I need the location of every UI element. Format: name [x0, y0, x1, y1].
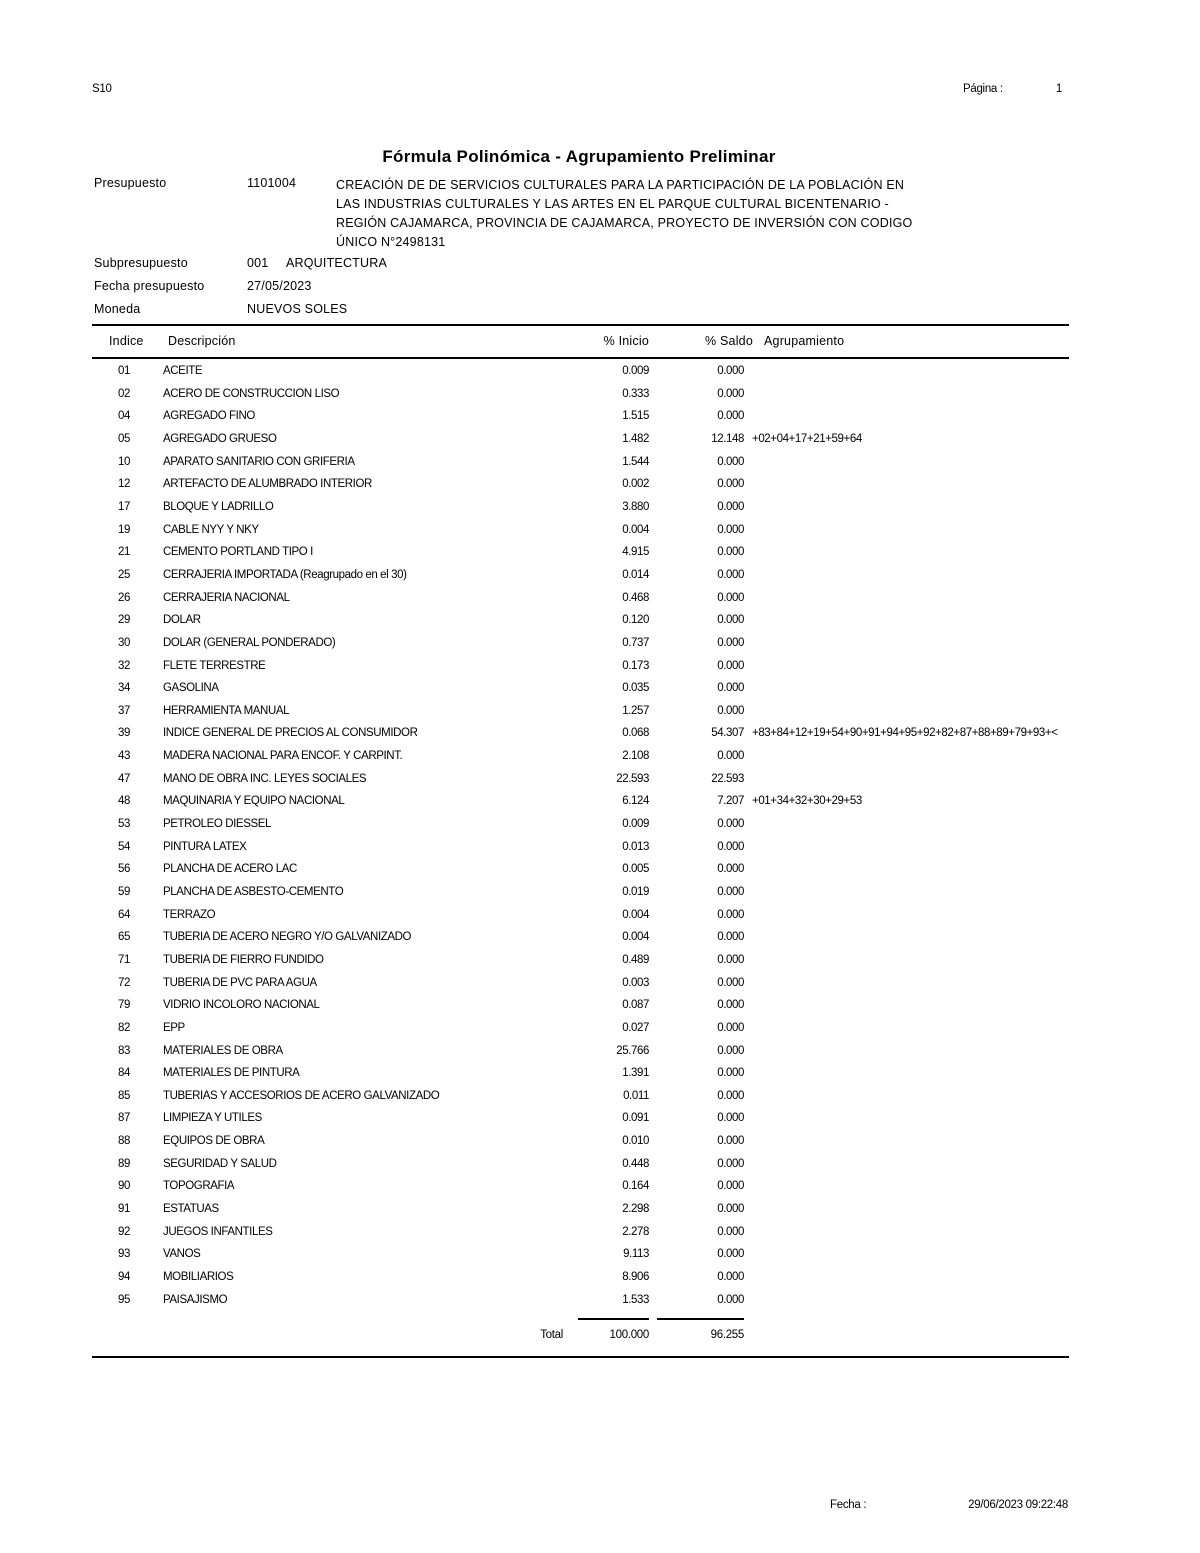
- row-descripcion: ARTEFACTO DE ALUMBRADO INTERIOR: [163, 478, 372, 491]
- row-indice: 12: [118, 478, 130, 491]
- row-descripcion: CEMENTO PORTLAND TIPO I: [163, 546, 313, 559]
- system-label: S10: [92, 83, 112, 95]
- total-inicio: 100.000: [609, 1329, 649, 1341]
- table-row: [0, 388, 1200, 411]
- row-indice: 95: [118, 1293, 130, 1306]
- table-row: [0, 365, 1200, 388]
- table-row: [0, 456, 1200, 479]
- col-header-inicio: % Inicio: [603, 334, 649, 348]
- row-descripcion: MADERA NACIONAL PARA ENCOF. Y CARPINT.: [163, 750, 403, 762]
- table-row: [0, 546, 1200, 569]
- col-header-agrupamiento: Agrupamiento: [764, 334, 845, 348]
- row-indice: 64: [118, 908, 130, 921]
- row-inicio: 0.004: [622, 523, 649, 536]
- table-row: [0, 1067, 1200, 1090]
- presupuesto-label: Presupuesto: [94, 176, 167, 190]
- row-indice: 92: [118, 1225, 130, 1238]
- row-indice: 90: [118, 1180, 130, 1193]
- row-saldo: 0.000: [717, 1157, 744, 1170]
- row-inicio: 0.003: [622, 976, 649, 989]
- row-descripcion: VIDRIO INCOLORO NACIONAL: [163, 999, 320, 1012]
- row-inicio: 0.333: [622, 387, 649, 400]
- row-saldo: 0.000: [717, 1180, 744, 1193]
- row-inicio: 0.013: [622, 840, 649, 853]
- row-saldo: 0.000: [717, 1225, 744, 1238]
- row-saldo: 0.000: [717, 863, 744, 876]
- presupuesto-desc-line: REGIÓN CAJAMARCA, PROVINCIA DE CAJAMARCA, PROYECTO DE INVERSIÓN CON CODIGO: [336, 216, 913, 230]
- table-row: [0, 841, 1200, 864]
- row-saldo: 0.000: [717, 523, 744, 536]
- row-agrupamiento: +83+84+12+19+54+90+91+94+95+92+82+87+88+89+79+93+<: [752, 727, 1058, 740]
- row-saldo: 0.000: [717, 591, 744, 604]
- table-row: [0, 592, 1200, 615]
- row-descripcion: VANOS: [163, 1248, 201, 1261]
- presupuesto-code: 1101004: [247, 176, 297, 190]
- table-row: [0, 637, 1200, 660]
- row-descripcion: SEGURIDAD Y SALUD: [163, 1157, 277, 1170]
- row-inicio: 0.004: [622, 931, 649, 944]
- fecha-presupuesto-label: Fecha presupuesto: [94, 279, 205, 293]
- row-indice: 84: [118, 1067, 130, 1080]
- row-inicio: 3.880: [622, 500, 649, 513]
- presupuesto-desc-line: ÚNICO N°2498131: [336, 235, 446, 249]
- row-indice: 59: [118, 885, 130, 898]
- row-inicio: 0.011: [623, 1089, 649, 1102]
- row-saldo: 0.000: [717, 500, 744, 513]
- subpresupuesto-label: Subpresupuesto: [94, 256, 188, 270]
- table-row: [0, 1294, 1200, 1317]
- table-header-rule: [92, 357, 1069, 359]
- presupuesto-desc-line: LAS INDUSTRIAS CULTURALES Y LAS ARTES EN EL PARQUE CULTURAL BICENTENARIO -: [336, 197, 889, 211]
- row-inicio: 1.515: [622, 410, 649, 423]
- footer-fecha-value: 29/06/2023 09:22:48: [968, 1499, 1068, 1511]
- table-row: [0, 727, 1200, 750]
- row-inicio: 9.113: [623, 1248, 649, 1261]
- row-descripcion: MOBILIARIOS: [163, 1271, 234, 1283]
- table-row: [0, 705, 1200, 728]
- row-inicio: 0.068: [622, 727, 649, 740]
- row-inicio: 0.448: [622, 1157, 649, 1170]
- row-saldo: 0.000: [717, 1044, 744, 1057]
- row-agrupamiento: +01+34+32+30+29+53: [752, 795, 862, 808]
- table-row: [0, 660, 1200, 683]
- row-saldo: 0.000: [717, 682, 744, 695]
- row-indice: 32: [118, 659, 130, 672]
- table-row: [0, 1022, 1200, 1045]
- row-descripcion: DOLAR: [163, 614, 201, 627]
- row-inicio: 1.544: [622, 455, 649, 468]
- row-descripcion: PAISAJISMO: [163, 1293, 228, 1306]
- row-descripcion: PLANCHA DE ASBESTO-CEMENTO: [163, 885, 344, 898]
- table-row: [0, 1226, 1200, 1249]
- col-header-indice: Indice: [109, 334, 144, 348]
- row-indice: 05: [118, 432, 130, 445]
- row-indice: 47: [118, 772, 130, 785]
- row-descripcion: TUBERIAS Y ACCESORIOS DE ACERO GALVANIZADO: [163, 1089, 440, 1102]
- row-saldo: 0.000: [717, 908, 744, 921]
- row-inicio: 0.004: [622, 908, 649, 921]
- page-label: Página :: [963, 83, 1003, 95]
- total-label: Total: [540, 1329, 563, 1341]
- row-inicio: 0.035: [622, 682, 649, 695]
- table-row: [0, 1180, 1200, 1203]
- row-indice: 72: [118, 976, 130, 989]
- table-row: [0, 1112, 1200, 1135]
- row-saldo: 0.000: [717, 999, 744, 1012]
- total-inicio-rule: [578, 1318, 649, 1320]
- row-saldo: 0.000: [717, 410, 744, 423]
- row-inicio: 2.298: [622, 1203, 649, 1215]
- row-inicio: 0.010: [622, 1135, 649, 1148]
- row-inicio: 0.737: [622, 636, 649, 649]
- row-indice: 02: [118, 387, 130, 400]
- row-descripcion: PETROLEO DIESSEL: [163, 818, 271, 830]
- moneda-label: Moneda: [94, 302, 141, 316]
- row-descripcion: MATERIALES DE PINTURA: [163, 1067, 300, 1080]
- row-inicio: 0.164: [622, 1180, 649, 1193]
- row-inicio: 0.087: [622, 999, 649, 1012]
- row-inicio: 22.593: [616, 772, 649, 785]
- row-inicio: 6.124: [622, 795, 649, 808]
- row-agrupamiento: +02+04+17+21+59+64: [752, 432, 862, 445]
- row-saldo: 0.000: [717, 750, 744, 762]
- row-indice: 85: [118, 1089, 130, 1102]
- table-row: [0, 954, 1200, 977]
- row-saldo: 0.000: [717, 455, 744, 468]
- subpresupuesto-name: ARQUITECTURA: [286, 256, 388, 270]
- row-inicio: 1.482: [622, 432, 649, 445]
- table-row: [0, 1158, 1200, 1181]
- row-indice: 54: [118, 840, 130, 853]
- row-descripcion: GASOLINA: [163, 682, 219, 695]
- row-saldo: 0.000: [717, 818, 744, 830]
- row-saldo: 0.000: [717, 953, 744, 966]
- row-descripcion: TOPOGRAFIA: [163, 1180, 235, 1193]
- presupuesto-description: [336, 176, 976, 252]
- row-indice: 26: [118, 591, 130, 604]
- row-descripcion: AGREGADO FINO: [163, 410, 255, 423]
- row-indice: 10: [118, 455, 130, 468]
- row-saldo: 54.307: [711, 727, 744, 740]
- row-saldo: 0.000: [717, 1135, 744, 1148]
- total-saldo-rule: [657, 1318, 744, 1320]
- row-inicio: 2.278: [622, 1225, 649, 1238]
- row-indice: 39: [118, 727, 130, 740]
- row-descripcion: BLOQUE Y LADRILLO: [163, 500, 274, 513]
- row-indice: 94: [118, 1271, 130, 1283]
- row-saldo: 0.000: [717, 976, 744, 989]
- row-descripcion: ESTATUAS: [163, 1203, 219, 1215]
- table-top-rule: [92, 324, 1069, 326]
- row-inicio: 0.009: [622, 365, 649, 377]
- row-indice: 87: [118, 1112, 130, 1125]
- row-indice: 82: [118, 1021, 130, 1034]
- row-indice: 19: [118, 523, 130, 536]
- row-saldo: 0.000: [717, 546, 744, 559]
- row-saldo: 12.148: [711, 432, 744, 445]
- row-indice: 83: [118, 1044, 130, 1057]
- row-inicio: 1.533: [622, 1293, 649, 1306]
- row-indice: 37: [118, 704, 130, 717]
- row-inicio: 0.009: [622, 818, 649, 830]
- row-inicio: 4.915: [622, 546, 649, 559]
- total-saldo: 96.255: [710, 1329, 744, 1341]
- row-inicio: 2.108: [622, 750, 649, 762]
- col-header-descripcion: Descripción: [168, 334, 236, 348]
- fecha-presupuesto-value: 27/05/2023: [247, 279, 312, 293]
- row-indice: 17: [118, 500, 130, 513]
- moneda-value: NUEVOS SOLES: [247, 302, 348, 316]
- table-row: [0, 682, 1200, 705]
- table-row: [0, 999, 1200, 1022]
- row-descripcion: PLANCHA DE ACERO LAC: [163, 863, 297, 876]
- row-descripcion: DOLAR (GENERAL PONDERADO): [163, 636, 336, 649]
- table-row: [0, 1045, 1200, 1068]
- row-saldo: 0.000: [717, 659, 744, 672]
- row-indice: 71: [118, 953, 130, 966]
- table-row: [0, 410, 1200, 433]
- table-row: [0, 750, 1200, 773]
- table-row: [0, 909, 1200, 932]
- row-inicio: 0.005: [622, 863, 649, 876]
- table-row: [0, 1135, 1200, 1158]
- table-row: [0, 977, 1200, 1000]
- row-indice: 34: [118, 682, 130, 695]
- row-indice: 30: [118, 636, 130, 649]
- row-indice: 89: [118, 1157, 130, 1170]
- row-descripcion: MAQUINARIA Y EQUIPO NACIONAL: [163, 795, 345, 808]
- table-row: [0, 1203, 1200, 1226]
- row-saldo: 0.000: [717, 568, 744, 581]
- table-row: [0, 773, 1200, 796]
- row-descripcion: EQUIPOS DE OBRA: [163, 1135, 265, 1148]
- row-descripcion: CERRAJERIA IMPORTADA (Reagrupado en el 30): [163, 568, 407, 581]
- row-saldo: 0.000: [717, 704, 744, 717]
- row-inicio: 0.120: [622, 614, 649, 627]
- row-inicio: 25.766: [616, 1044, 649, 1057]
- row-indice: 43: [118, 750, 130, 762]
- table-row: [0, 433, 1200, 456]
- row-saldo: 0.000: [717, 1271, 744, 1283]
- row-descripcion: JUEGOS INFANTILES: [163, 1225, 273, 1238]
- row-descripcion: AGREGADO GRUESO: [163, 432, 277, 445]
- row-descripcion: TERRAZO: [163, 908, 216, 921]
- row-indice: 48: [118, 795, 130, 808]
- row-inicio: 0.027: [622, 1021, 649, 1034]
- row-indice: 01: [118, 365, 130, 377]
- row-saldo: 0.000: [717, 478, 744, 491]
- row-saldo: 0.000: [717, 840, 744, 853]
- row-saldo: 0.000: [717, 365, 744, 377]
- row-saldo: 0.000: [717, 1089, 744, 1102]
- row-inicio: 8.906: [622, 1271, 649, 1283]
- row-indice: 25: [118, 568, 130, 581]
- table-row: [0, 931, 1200, 954]
- row-saldo: 0.000: [717, 614, 744, 627]
- row-indice: 04: [118, 410, 130, 423]
- row-saldo: 0.000: [717, 931, 744, 944]
- row-indice: 88: [118, 1135, 130, 1148]
- col-header-saldo: % Saldo: [705, 334, 753, 348]
- row-inicio: 0.173: [622, 659, 649, 672]
- row-indice: 21: [118, 546, 130, 559]
- row-descripcion: TUBERIA DE PVC PARA AGUA: [163, 976, 317, 989]
- row-inicio: 0.002: [622, 478, 649, 491]
- row-saldo: 0.000: [717, 387, 744, 400]
- row-inicio: 0.019: [622, 885, 649, 898]
- row-descripcion: APARATO SANITARIO CON GRIFERIA: [163, 455, 355, 468]
- report-title: Fórmula Polinómica - Agrupamiento Preliminar: [382, 147, 776, 166]
- row-saldo: 0.000: [717, 1293, 744, 1306]
- row-descripcion: HERRAMIENTA MANUAL: [163, 704, 290, 717]
- row-inicio: 1.257: [622, 704, 649, 717]
- row-descripcion: LIMPIEZA Y UTILES: [163, 1112, 262, 1125]
- row-saldo: 0.000: [717, 1067, 744, 1080]
- row-descripcion: TUBERIA DE FIERRO FUNDIDO: [163, 953, 324, 966]
- table-row: [0, 818, 1200, 841]
- table-row: [0, 478, 1200, 501]
- row-saldo: 0.000: [717, 1112, 744, 1125]
- footer-fecha-label: Fecha :: [830, 1499, 867, 1511]
- row-saldo: 0.000: [717, 636, 744, 649]
- row-indice: 53: [118, 818, 130, 830]
- table-bottom-rule: [92, 1356, 1069, 1358]
- row-descripcion: PINTURA LATEX: [163, 840, 247, 853]
- row-descripcion: FLETE TERRESTRE: [163, 659, 266, 672]
- table-row: [0, 524, 1200, 547]
- table-row: [0, 886, 1200, 909]
- table-row: [0, 863, 1200, 886]
- row-saldo: 0.000: [717, 885, 744, 898]
- row-inicio: 0.489: [622, 953, 649, 966]
- table-row: [0, 569, 1200, 592]
- presupuesto-desc-line: CREACIÓN DE DE SERVICIOS CULTURALES PARA LA PARTICIPACIÓN DE LA POBLACIÓN EN: [336, 178, 905, 192]
- table-row: [0, 501, 1200, 524]
- page-number: 1: [1055, 83, 1062, 95]
- row-descripcion: MATERIALES DE OBRA: [163, 1044, 283, 1057]
- row-indice: 29: [118, 614, 130, 627]
- row-inicio: 1.391: [622, 1067, 649, 1080]
- subpresupuesto-code: 001: [247, 256, 269, 270]
- row-indice: 79: [118, 999, 130, 1012]
- row-saldo: 0.000: [717, 1248, 744, 1261]
- row-saldo: 0.000: [717, 1021, 744, 1034]
- row-indice: 56: [118, 863, 130, 876]
- row-saldo: 22.593: [711, 772, 744, 785]
- table-row: [0, 614, 1200, 637]
- row-saldo: 0.000: [717, 1203, 744, 1215]
- table-row: [0, 1271, 1200, 1294]
- row-descripcion: EPP: [163, 1021, 185, 1034]
- row-inicio: 0.468: [622, 591, 649, 604]
- row-indice: 65: [118, 931, 130, 944]
- row-inicio: 0.091: [622, 1112, 649, 1125]
- row-indice: 93: [118, 1248, 130, 1261]
- row-descripcion: INDICE GENERAL DE PRECIOS AL CONSUMIDOR: [163, 727, 418, 740]
- row-descripcion: CABLE NYY Y NKY: [163, 523, 259, 536]
- row-descripcion: ACERO DE CONSTRUCCION LISO: [163, 387, 340, 400]
- row-indice: 91: [118, 1203, 130, 1215]
- row-descripcion: TUBERIA DE ACERO NEGRO Y/O GALVANIZADO: [163, 931, 412, 944]
- row-inicio: 0.014: [622, 568, 649, 581]
- table-row: [0, 1090, 1200, 1113]
- table-row: [0, 795, 1200, 818]
- row-descripcion: ACEITE: [163, 365, 203, 377]
- row-descripcion: CERRAJERIA NACIONAL: [163, 591, 290, 604]
- row-descripcion: MANO DE OBRA INC. LEYES SOCIALES: [163, 772, 367, 785]
- table-row: [0, 1248, 1200, 1271]
- row-saldo: 7.207: [717, 795, 744, 808]
